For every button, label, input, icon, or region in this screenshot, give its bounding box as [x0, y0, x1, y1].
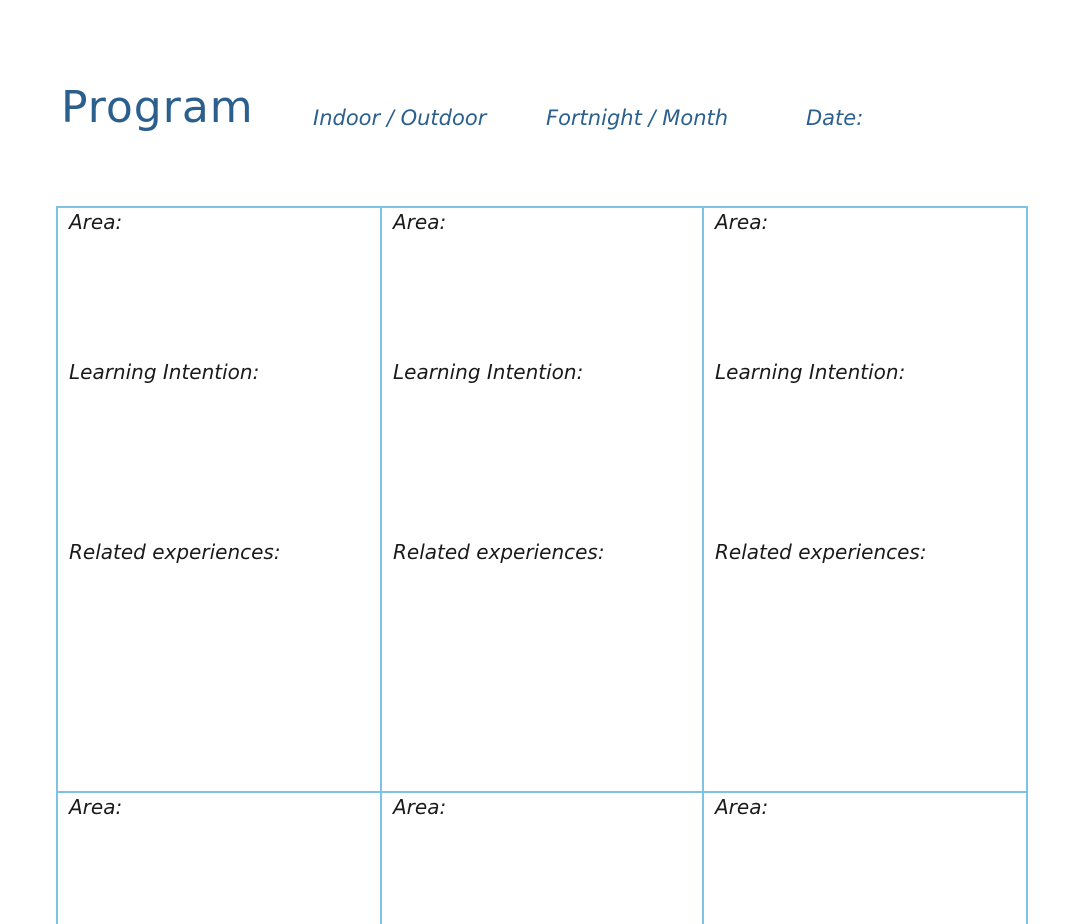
program-cell-3[interactable]	[704, 208, 1028, 793]
related-experiences-label: Related experiences:	[393, 540, 605, 564]
learning-intention-label: Learning Intention:	[69, 360, 260, 384]
area-label: Area:	[715, 795, 769, 819]
area-label: Area:	[69, 795, 123, 819]
area-label: Area:	[393, 795, 447, 819]
program-grid	[56, 206, 1028, 924]
date-label: Date:	[806, 106, 864, 130]
area-label: Area:	[393, 210, 447, 234]
program-cell-1[interactable]	[58, 208, 382, 793]
page-title: Program	[61, 82, 254, 133]
program-cell-5[interactable]	[382, 793, 704, 924]
area-label: Area:	[715, 210, 769, 234]
fortnight-month-label: Fortnight / Month	[546, 106, 729, 130]
program-cell-2[interactable]	[382, 208, 704, 793]
learning-intention-label: Learning Intention:	[393, 360, 584, 384]
indoor-outdoor-label: Indoor / Outdoor	[313, 106, 487, 130]
program-cell-6[interactable]	[704, 793, 1028, 924]
area-label: Area:	[69, 210, 123, 234]
related-experiences-label: Related experiences:	[715, 540, 927, 564]
program-cell-4[interactable]	[58, 793, 382, 924]
learning-intention-label: Learning Intention:	[715, 360, 906, 384]
related-experiences-label: Related experiences:	[69, 540, 281, 564]
